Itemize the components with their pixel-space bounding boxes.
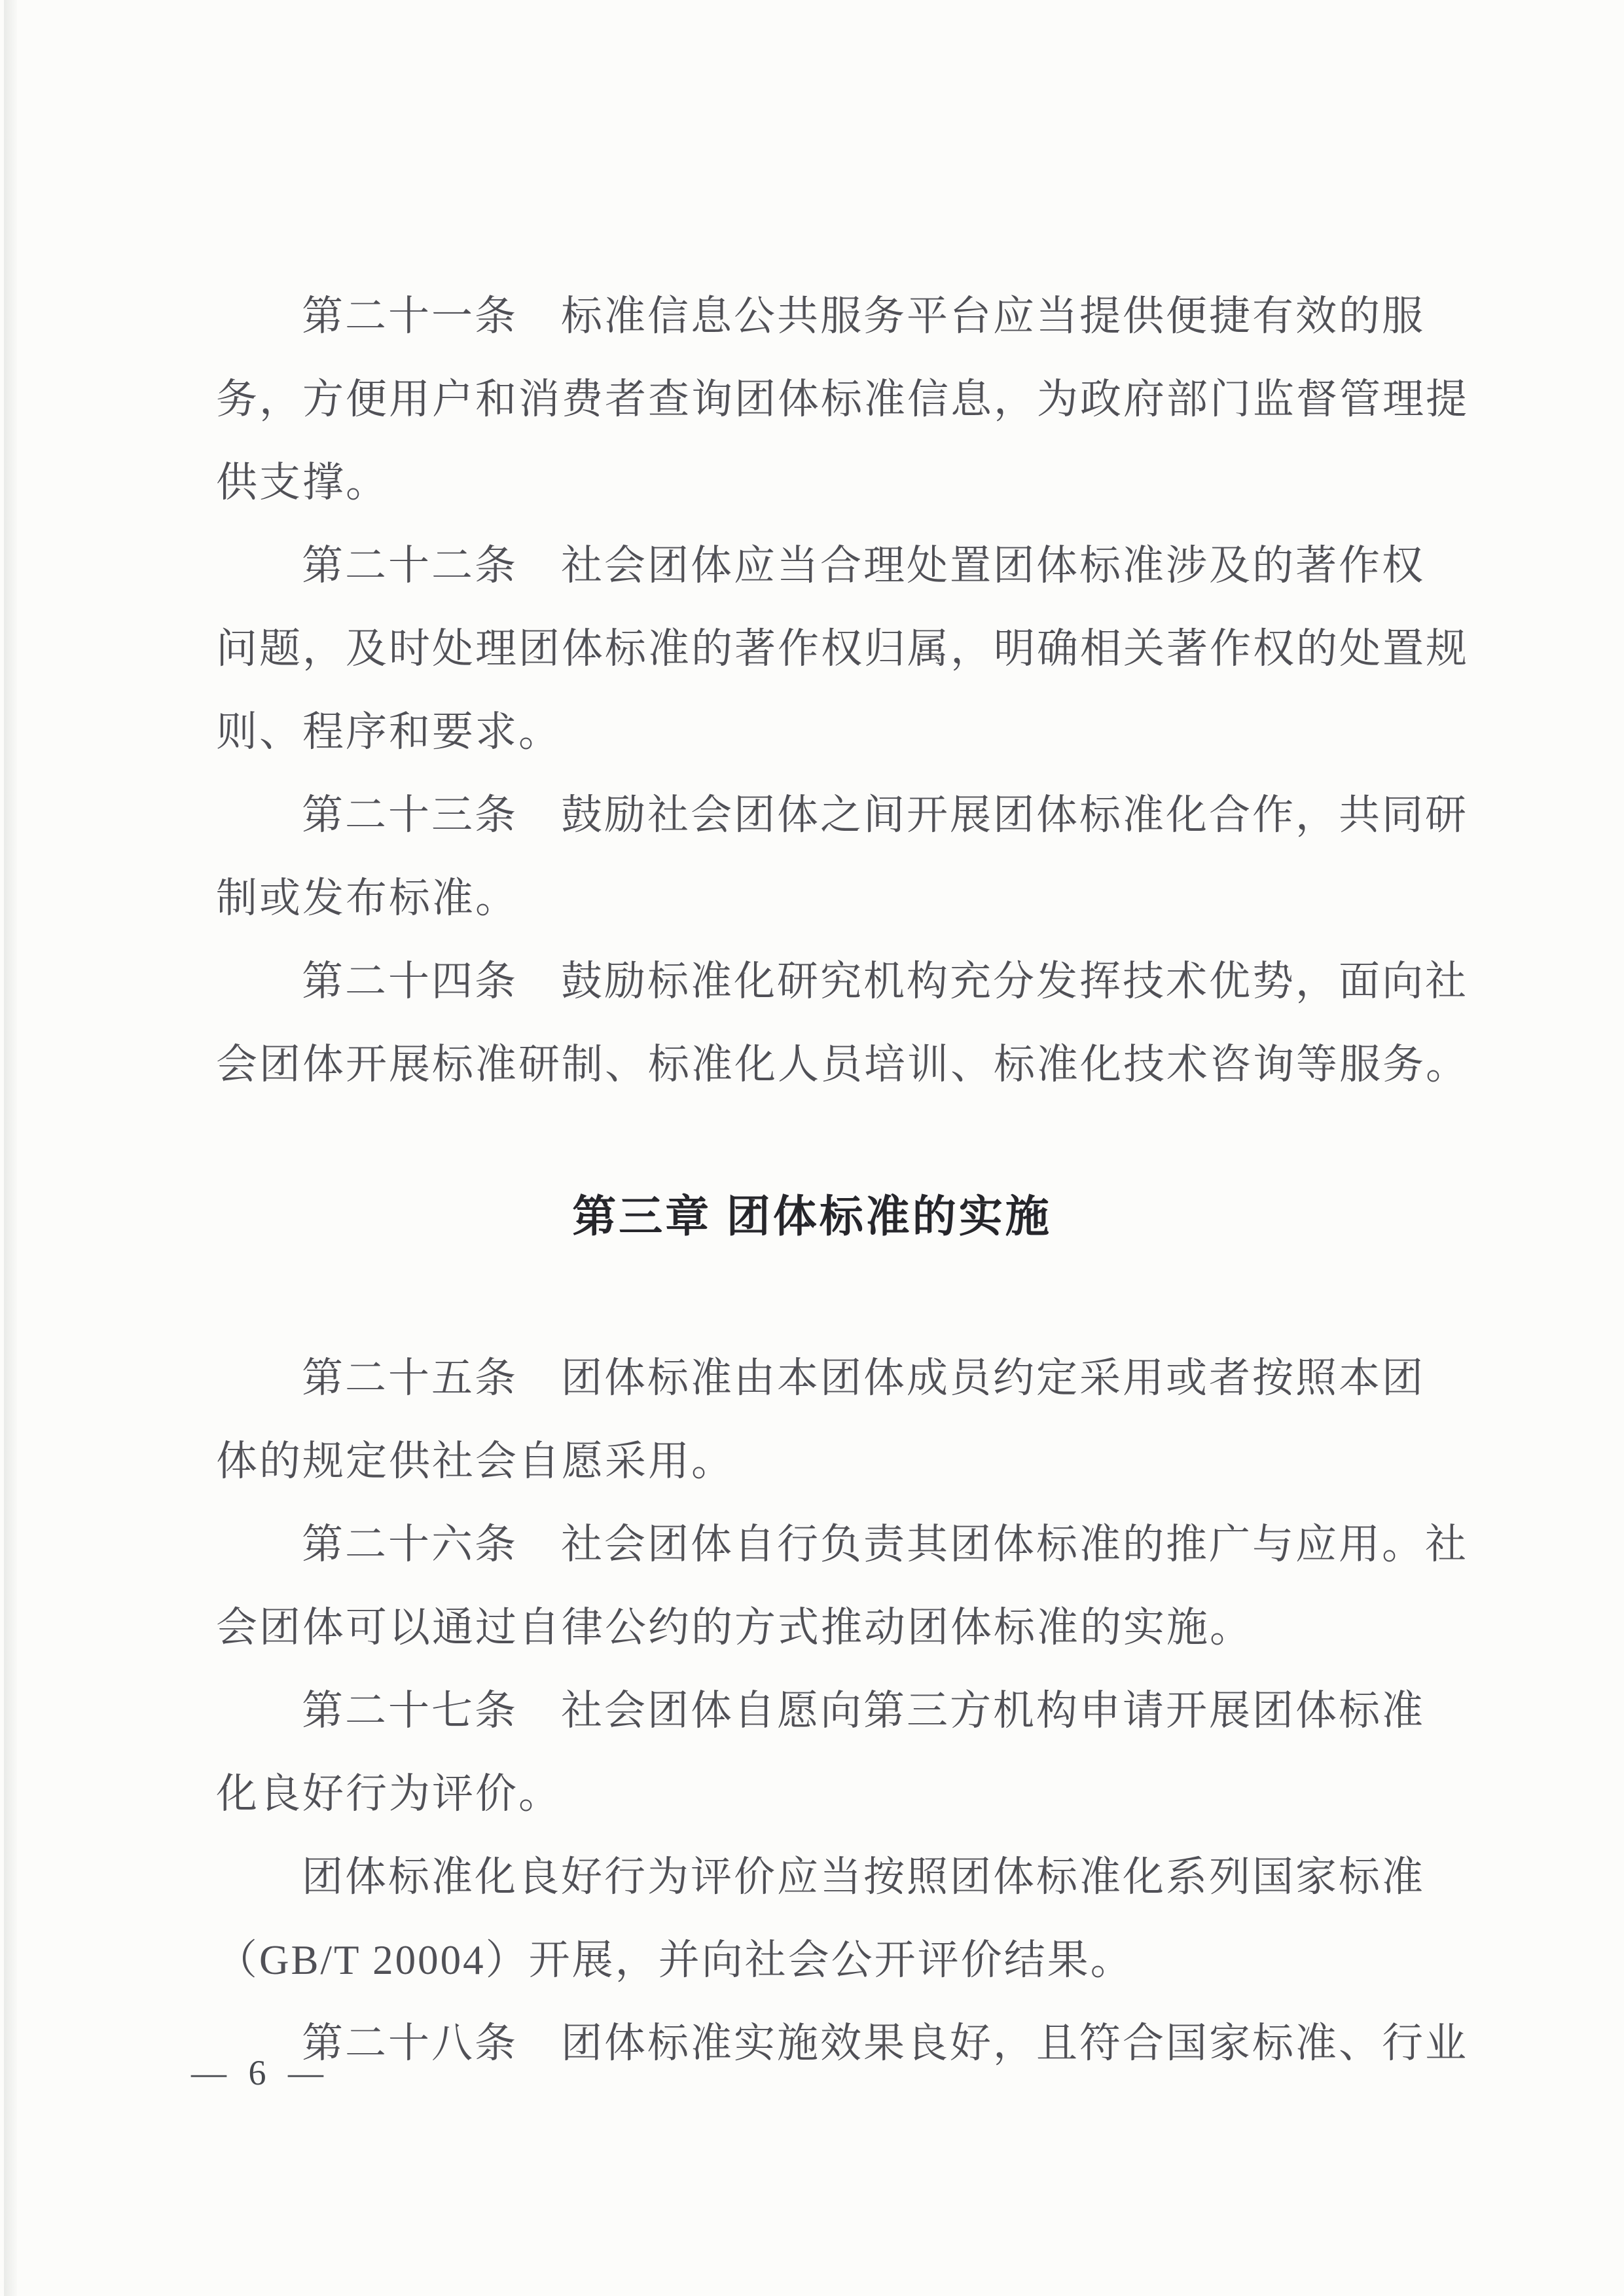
body-line: 第二十一条 标准信息公共服务平台应当提供便捷有效的服 — [302, 293, 1425, 339]
body-line: 第二十二条 社会团体应当合理处置团体标准涉及的著作权 — [302, 543, 1425, 589]
chapter-heading: 第三章 团体标准的实施 — [572, 1192, 1052, 1241]
body-line: 第二十七条 社会团体自愿向第三方机构申请开展团体标准 — [302, 1688, 1425, 1734]
body-line: 会团体可以通过自律公约的方式推动团体标准的实施。 — [216, 1605, 1253, 1650]
body-line: 团体标准化良好行为评价应当按照团体标准化系列国家标准 — [302, 1854, 1425, 1900]
body-line: 第二十三条 鼓励社会团体之间开展团体标准化合作，共同研 — [302, 792, 1468, 838]
body-line: 第二十五条 团体标准由本团体成员约定采用或者按照本团 — [302, 1355, 1425, 1401]
body-line: 务，方便用户和消费者查询团体标准信息，为政府部门监督管理提 — [216, 376, 1469, 422]
body-line: 第二十六条 社会团体自行负责其团体标准的推广与应用。社 — [302, 1522, 1468, 1567]
body-line: （GB/T 20004）开展，并向社会公开评价结果。 — [216, 1937, 1134, 1983]
article-lines-top — [216, 275, 1519, 1106]
body-line: 体的规定供社会自愿采用。 — [216, 1438, 734, 1484]
page-number: — 6 — — [191, 2053, 330, 2092]
body-line: 问题，及时处理团体标准的著作权归属，明确相关著作权的处置规 — [216, 626, 1469, 672]
scan-edge-artifact — [4, 0, 17, 2296]
body-line: 第二十四条 鼓励标准化研究机构充分发挥技术优势，面向社 — [302, 958, 1468, 1004]
body-line: 供支撑。 — [216, 460, 389, 505]
article-lines-bottom — [216, 1337, 1519, 2085]
body-line: 制或发布标准。 — [216, 875, 518, 921]
body-line: 化良好行为评价。 — [216, 1771, 562, 1817]
body-line: 第二十八条 团体标准实施效果良好，且符合国家标准、行业 — [302, 2020, 1468, 2066]
body-line: 会团体开展标准研制、标准化人员培训、标准化技术咨询等服务。 — [216, 1042, 1469, 1087]
body-line: 则、程序和要求。 — [216, 709, 562, 755]
